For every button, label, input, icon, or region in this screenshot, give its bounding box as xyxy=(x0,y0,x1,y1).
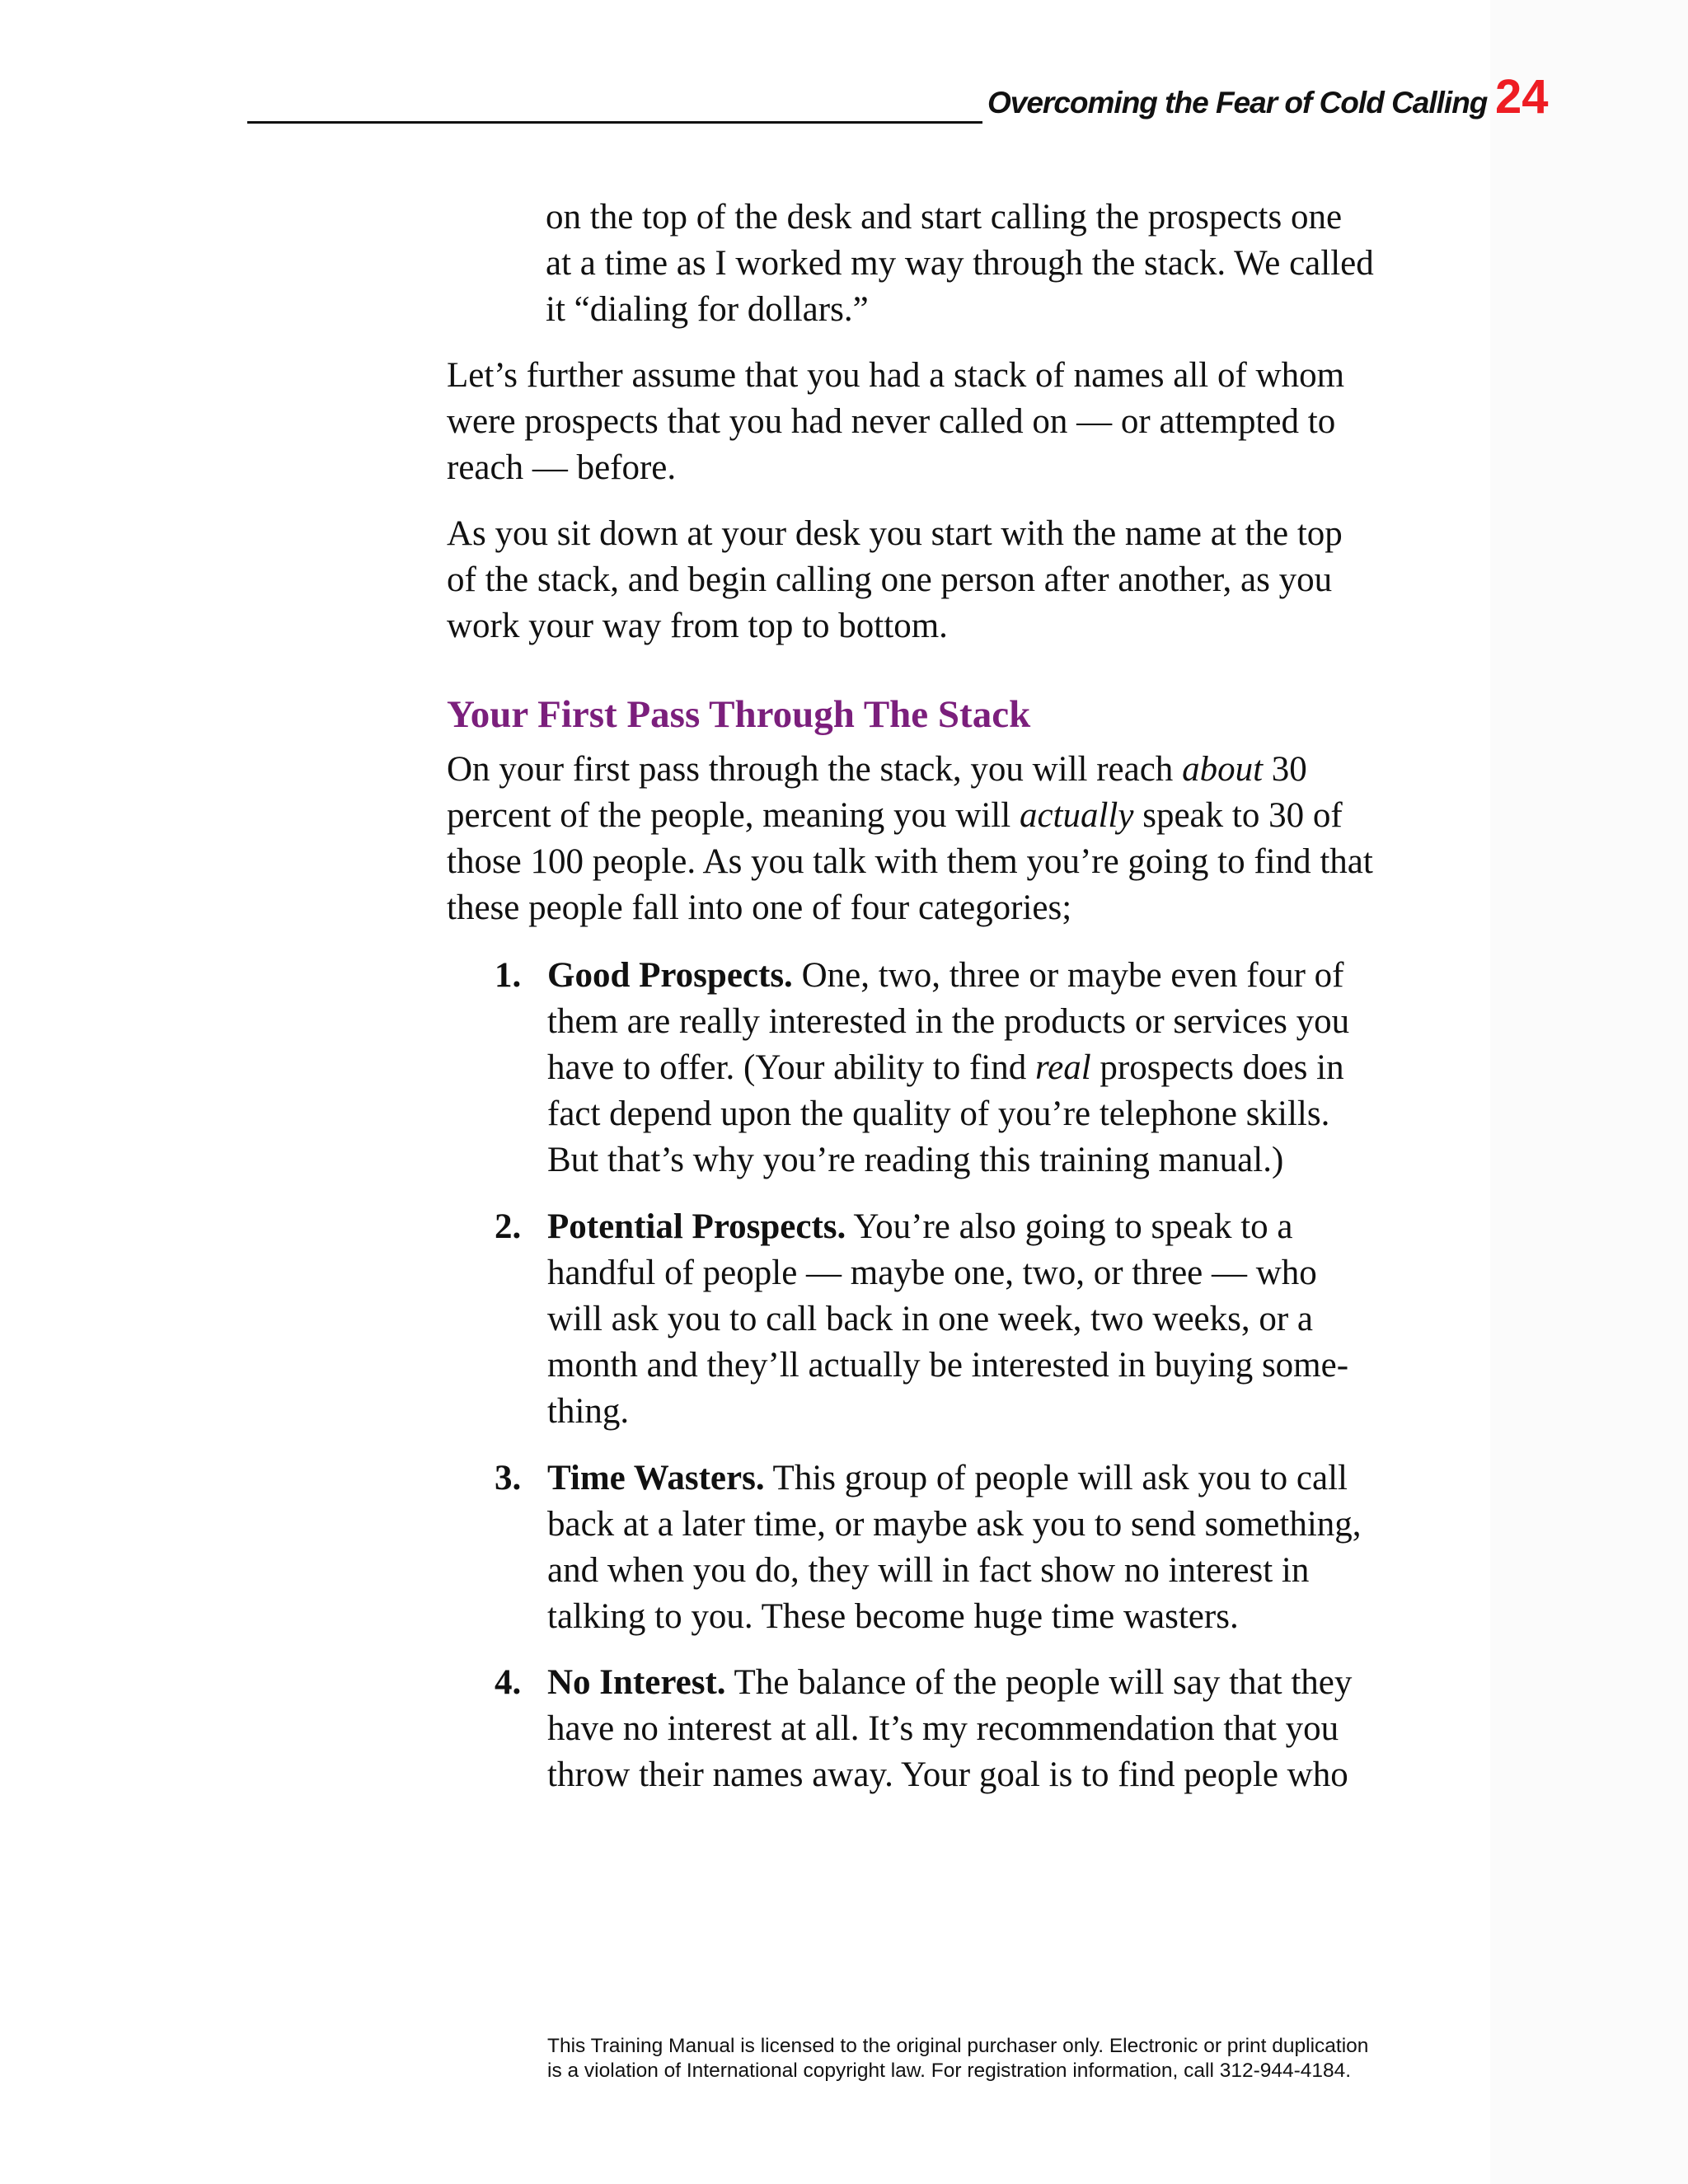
text-line: month and they’ll actually be interested in buying some- xyxy=(547,1346,1349,1385)
text-run: prospects does in xyxy=(1090,1048,1344,1087)
text-line: and when you do, they will in fact show no interest in xyxy=(547,1551,1310,1590)
text-line xyxy=(447,747,1373,793)
header-rule xyxy=(247,121,982,124)
text-line: of the stack, and begin calling one person after another, as you xyxy=(447,560,1333,599)
text-line: handful of people — maybe one, two, or three — who xyxy=(547,1254,1317,1292)
text-line xyxy=(547,1204,1348,1250)
text-run: On your first pass through the stack, you will reach xyxy=(447,750,1183,789)
text-line xyxy=(447,793,1373,839)
emphasis-actually: actually xyxy=(1019,796,1134,835)
running-title: Overcoming the Fear of Cold Calling xyxy=(987,86,1488,120)
text-run: The balance of the people will say that they xyxy=(725,1663,1353,1702)
text-run: One, two, three or maybe even four of xyxy=(792,956,1344,995)
list-item-body xyxy=(547,953,1349,1183)
text-line: were prospects that you had never called on — or attempted to xyxy=(447,402,1336,441)
paragraph-assume xyxy=(447,353,1344,491)
text-line xyxy=(547,1660,1352,1706)
list-item-title: Time Wasters. xyxy=(547,1459,765,1497)
text-line xyxy=(547,953,1349,999)
text-line: talking to you. These become huge time wasters. xyxy=(547,1597,1239,1636)
paragraph-continuation xyxy=(546,194,1374,333)
copyright-footer xyxy=(547,2034,1368,2083)
paragraph-first-pass xyxy=(447,747,1373,931)
list-item-body xyxy=(547,1660,1352,1798)
text-line: work your way from top to bottom. xyxy=(447,607,948,645)
text-line: thing. xyxy=(547,1392,630,1431)
text-run: You’re also going to speak to a xyxy=(846,1207,1293,1246)
text-line: Let’s further assume that you had a stack of names all of whom xyxy=(447,356,1345,395)
text-run: have to offer. (Your ability to find xyxy=(547,1048,1035,1087)
text-line: it “dialing for dollars.” xyxy=(546,290,869,329)
list-number: 2. xyxy=(495,1207,522,1246)
list-item-title: Potential Prospects. xyxy=(547,1207,846,1246)
list-item-body xyxy=(547,1204,1348,1435)
text-line: reach — before. xyxy=(447,448,677,487)
text-line: these people fall into one of four categories; xyxy=(447,888,1072,927)
text-run: percent of the people, meaning you will xyxy=(447,796,1020,835)
section-heading: Your First Pass Through The Stack xyxy=(447,693,1031,736)
page-number: 24 xyxy=(1495,70,1549,124)
paragraph-sit-down xyxy=(447,511,1343,649)
emphasis-real: real xyxy=(1035,1048,1091,1087)
text-line: at a time as I worked my way through the stack. We called xyxy=(546,244,1374,283)
text-line xyxy=(547,1045,1349,1091)
page-margin-shade xyxy=(1490,0,1688,2184)
list-item-body xyxy=(547,1455,1362,1640)
text-line: them are really interested in the products or services you xyxy=(547,1002,1350,1041)
text-line: As you sit down at your desk you start with the name at the top xyxy=(447,514,1343,553)
list-number: 4. xyxy=(495,1663,522,1702)
text-run: speak to 30 of xyxy=(1133,796,1343,835)
text-line: fact depend upon the quality of you’re telephone skills. xyxy=(547,1094,1330,1133)
text-run: 30 xyxy=(1263,750,1307,789)
text-line: back at a later time, or maybe ask you to send something, xyxy=(547,1505,1362,1544)
list-number: 3. xyxy=(495,1459,522,1497)
text-line xyxy=(547,1455,1362,1502)
text-line: throw their names away. Your goal is to find people who xyxy=(547,1755,1348,1794)
list-item-title: Good Prospects. xyxy=(547,956,793,995)
list-number: 1. xyxy=(495,956,522,995)
text-run: This group of people will ask you to call xyxy=(764,1459,1348,1497)
emphasis-about: about xyxy=(1182,750,1264,789)
text-line: on the top of the desk and start calling the prospects one xyxy=(546,198,1343,237)
text-line: will ask you to call back in one week, two weeks, or a xyxy=(547,1300,1314,1338)
text-line: those 100 people. As you talk with them you’re going to find that xyxy=(447,842,1373,881)
text-line: have no interest at all. It’s my recommendation that you xyxy=(547,1709,1339,1748)
footer-line: is a violation of International copyright law. For registration information, call 312-944-4184. xyxy=(547,2060,1352,2082)
text-line: But that’s why you’re reading this training manual.) xyxy=(547,1141,1284,1179)
footer-line: This Training Manual is licensed to the original purchaser only. Electronic or print duplication xyxy=(547,2035,1369,2057)
list-item-title: No Interest. xyxy=(547,1663,726,1702)
